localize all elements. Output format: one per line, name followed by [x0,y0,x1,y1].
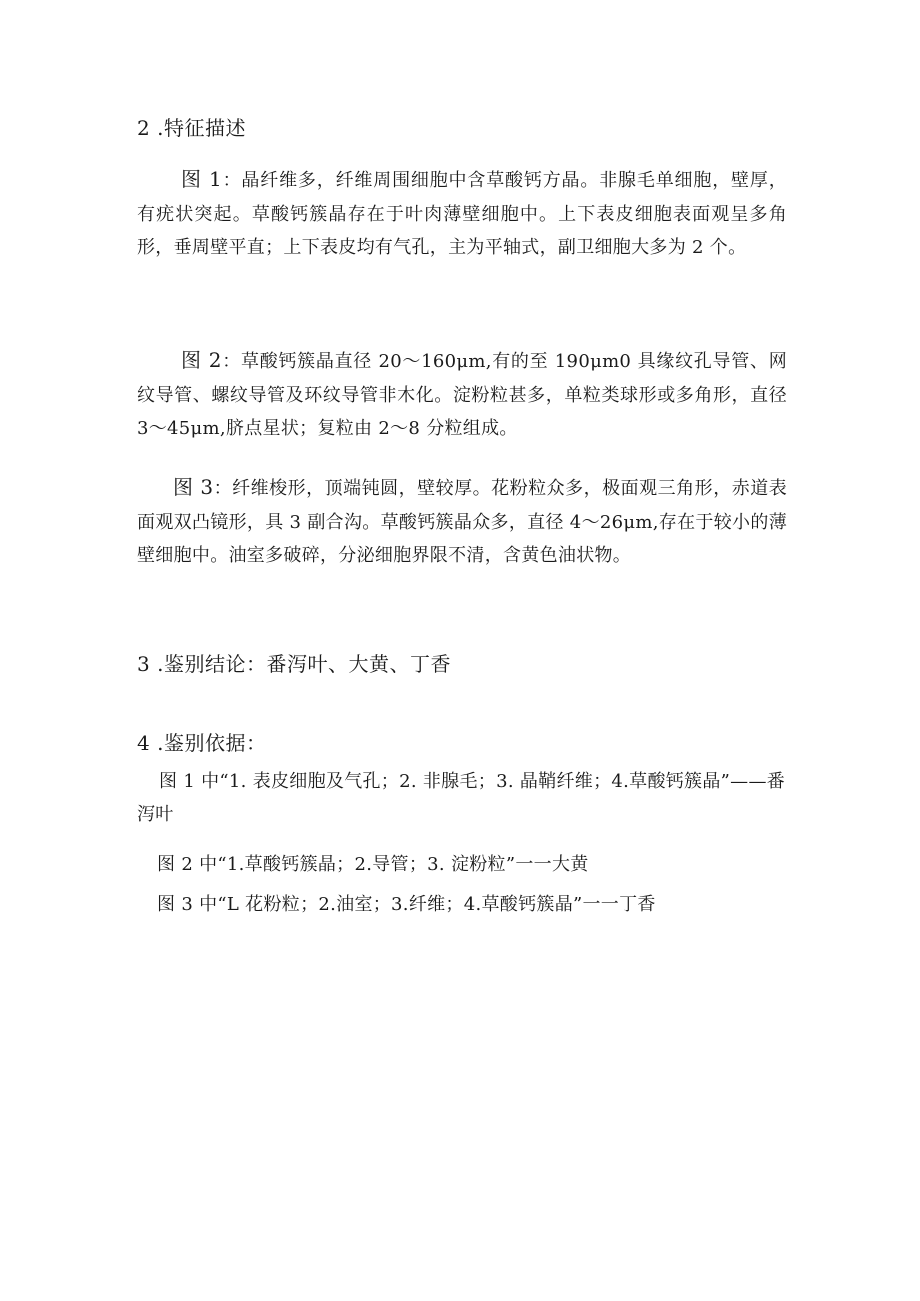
basis-line-figure-2: 图 2 中“1.草酸钙簇晶；2.导管；3. 淀粉粒”一一大黄 [157,854,589,875]
figure-2-text: ：草酸钙簇晶直径 20～160μm,有的至 190μm0 具缘纹孔导管、网纹导管、螺纹导管及环纹导管非木化。淀粉粒甚多，单粒类球形或多角形，直径 3～45μm,脐点星状；复粒由 2～8 分粒组成。 [137,351,787,439]
basis-line-figure-3: 图 3 中“L 花粉粒；2.油室；3.纤维；4.草酸钙簇晶”一一丁香 [157,894,656,915]
basis-line-figure-1: 图 1 中“1. 表皮细胞及气孔；2. 非腺毛；3. 晶鞘纤维；4.草酸钙簇晶”——番泻叶 [137,771,786,825]
figure-2-description [137,344,787,446]
figure-3-description [137,471,787,573]
section-3-heading: 3 .鉴别结论：番泻叶、大黄、丁香 [137,652,451,676]
section-4-heading: 4 .鉴别依据： [137,731,267,755]
section-2-heading: 2 .特征描述 [137,116,246,140]
figure-1-label: 图 1 [181,167,223,191]
figure-1-description [137,163,787,265]
figure-1-text: ：晶纤维多，纤维周围细胞中含草酸钙方晶。非腺毛单细胞，壁厚，有疣状突起。草酸钙簇晶存在于叶肉薄壁细胞中。上下表皮细胞表面观呈多角形，垂周壁平直；上下表皮均有气孔，主为平轴式，副卫细胞大多为 2 个。 [137,170,787,258]
figure-3-label: 图 3 [173,475,214,499]
figure-2-label: 图 2 [181,348,222,372]
figure-3-text: ：纤维梭形，顶端钝圆，壁较厚。花粉粒众多，极面观三角形，赤道表面观双凸镜形，具 3 副合沟。草酸钙簇晶众多，直径 4～26μm,存在于较小的薄壁细胞中。油室多破碎，分泌细胞界限不清，含黄色油状物。 [137,478,787,566]
